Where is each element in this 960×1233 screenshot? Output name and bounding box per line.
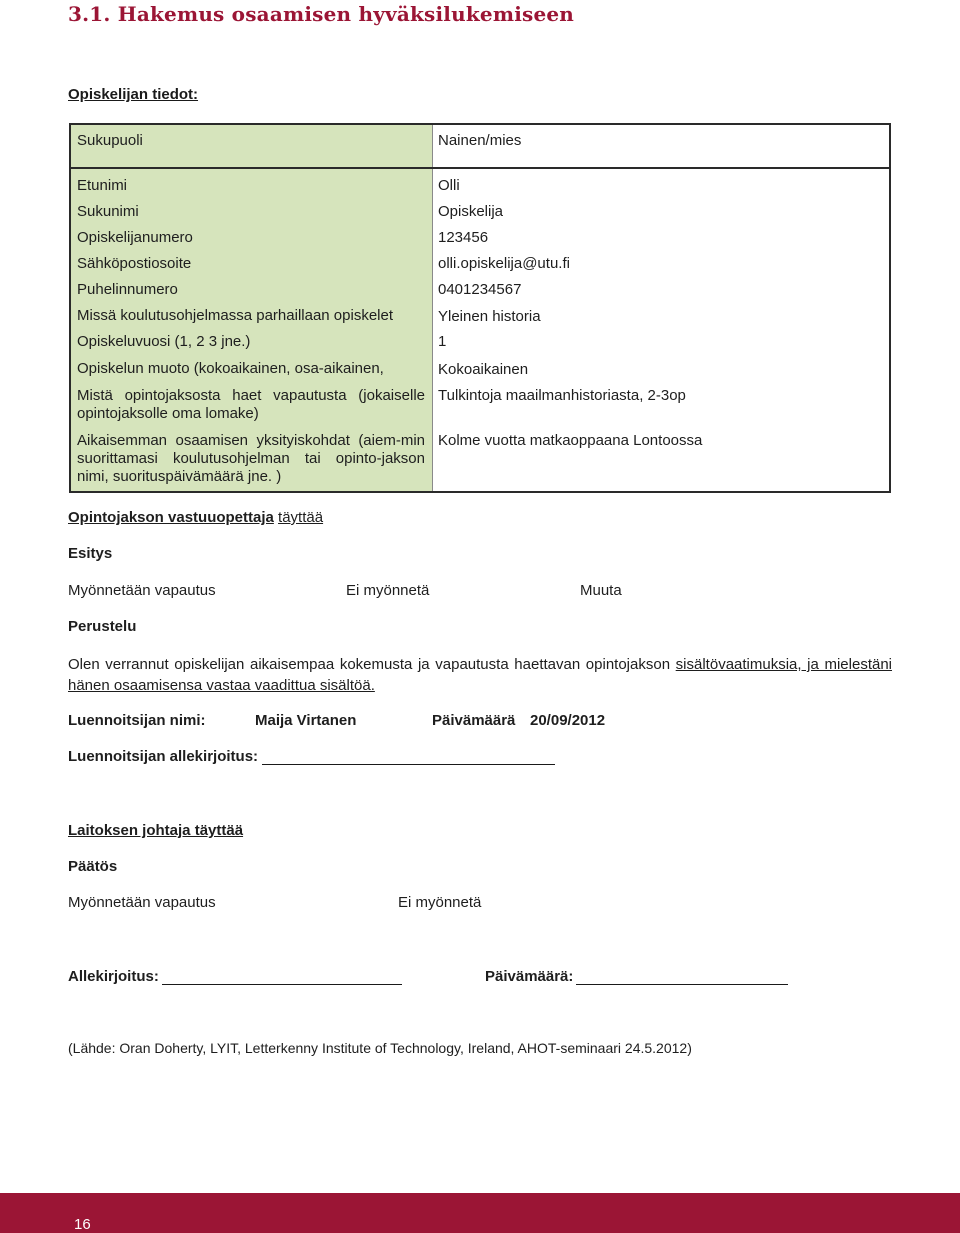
value-email: olli.opiskelija@utu.fi — [438, 255, 570, 272]
header-row-divider — [71, 167, 889, 169]
head-section-heading: Laitoksen johtaja täyttää — [68, 822, 244, 839]
label-email: Sähköpostiosoite — [77, 255, 192, 272]
label-student-number: Opiskelijanumero — [77, 229, 193, 246]
head-date-line[interactable] — [576, 984, 788, 985]
value-study-year: 1 — [438, 333, 447, 350]
label-prior-learning: Aikaisemman osaamisen yksityiskohdat (aiem-min suorittamasi koulutusohjelman tai opinto-jakson nimi, suorituspäivämäärä jne. ) — [77, 432, 425, 485]
date-label: Päivämäärä — [432, 712, 516, 729]
proposal-label: Esitys — [68, 545, 113, 562]
teacher-section-heading — [68, 509, 323, 526]
source-note: (Lähde: Oran Doherty, LYIT, Letterkenny Institute of Technology, Ireland, AHOT-seminaari 24.5.2012) — [68, 1040, 692, 1056]
page-number: 16 — [74, 1216, 91, 1233]
label-last-name: Sukunimi — [77, 203, 139, 220]
lecturer-signature-label: Luennoitsijan allekirjoitus: — [68, 748, 259, 765]
option-other[interactable]: Muuta — [580, 582, 622, 599]
lecturer-name: Maija Virtanen — [255, 712, 357, 729]
label-gender: Sukupuoli — [77, 132, 143, 149]
lecturer-signature-line[interactable] — [262, 764, 555, 765]
lecturer-name-label: Luennoitsijan nimi: — [68, 712, 206, 729]
head-option-grant-exemption[interactable]: Myönnetään vapautus — [68, 894, 216, 911]
date-value: 20/09/2012 — [530, 712, 606, 729]
value-last-name: Opiskelija — [438, 203, 504, 220]
value-student-number: 123456 — [438, 229, 489, 246]
value-course-exemption: Tulkintoja maailmanhistoriasta, 2-3op — [438, 387, 686, 404]
teacher-heading-suffix: täyttää — [278, 509, 324, 526]
teacher-heading-strong: Opintojakson vastuuopettaja — [68, 509, 274, 526]
reasoning-label: Perustelu — [68, 618, 137, 635]
label-programme: Missä koulutusohjelmassa parhaillaan opiskelet — [77, 307, 394, 324]
student-info-heading: Opiskelijan tiedot: — [68, 86, 199, 103]
reasoning-text-plain: Olen verrannut opiskelijan aikaisempaa kokemusta ja vapautusta haettavan opintojakson — [68, 656, 676, 673]
option-not-granted[interactable]: Ei myönnetä — [346, 582, 430, 599]
reasoning-text-underlined: sisältövaatimuksia, ja mielestäni hänen osaamisensa vastaa vaadittua sisältöä. — [68, 656, 893, 694]
decision-label: Päätös — [68, 858, 118, 875]
value-programme: Yleinen historia — [438, 308, 541, 325]
value-prior-learning: Kolme vuotta matkaoppaana Lontoossa — [438, 432, 703, 449]
head-date-label: Päivämäärä: — [485, 968, 574, 985]
head-signature-line[interactable] — [162, 984, 402, 985]
label-study-mode: Opiskelun muoto (kokoaikainen, osa-aikainen, — [77, 360, 384, 377]
label-course-exemption: Mistä opintojaksosta haet vapautusta (jokaiselle opintojaksolle oma lomake) — [77, 387, 425, 422]
label-study-year: Opiskeluvuosi (1, 2 3 jne.) — [77, 333, 251, 350]
value-first-name: Olli — [438, 177, 460, 194]
label-first-name: Etunimi — [77, 177, 128, 194]
head-option-not-granted[interactable]: Ei myönnetä — [398, 894, 482, 911]
page-title: 3.1. Hakemus osaamisen hyväksilukemiseen — [68, 2, 575, 26]
head-signature-label: Allekirjoitus: — [68, 968, 159, 985]
footer-bar — [0, 1193, 960, 1233]
student-info-table — [69, 123, 891, 493]
value-study-mode: Kokoaikainen — [438, 361, 529, 378]
label-phone: Puhelinnumero — [77, 281, 178, 298]
option-grant-exemption[interactable]: Myönnetään vapautus — [68, 582, 216, 599]
value-phone: 0401234567 — [438, 281, 522, 298]
reasoning-text — [68, 654, 892, 696]
value-gender: Nainen/mies — [438, 132, 522, 149]
